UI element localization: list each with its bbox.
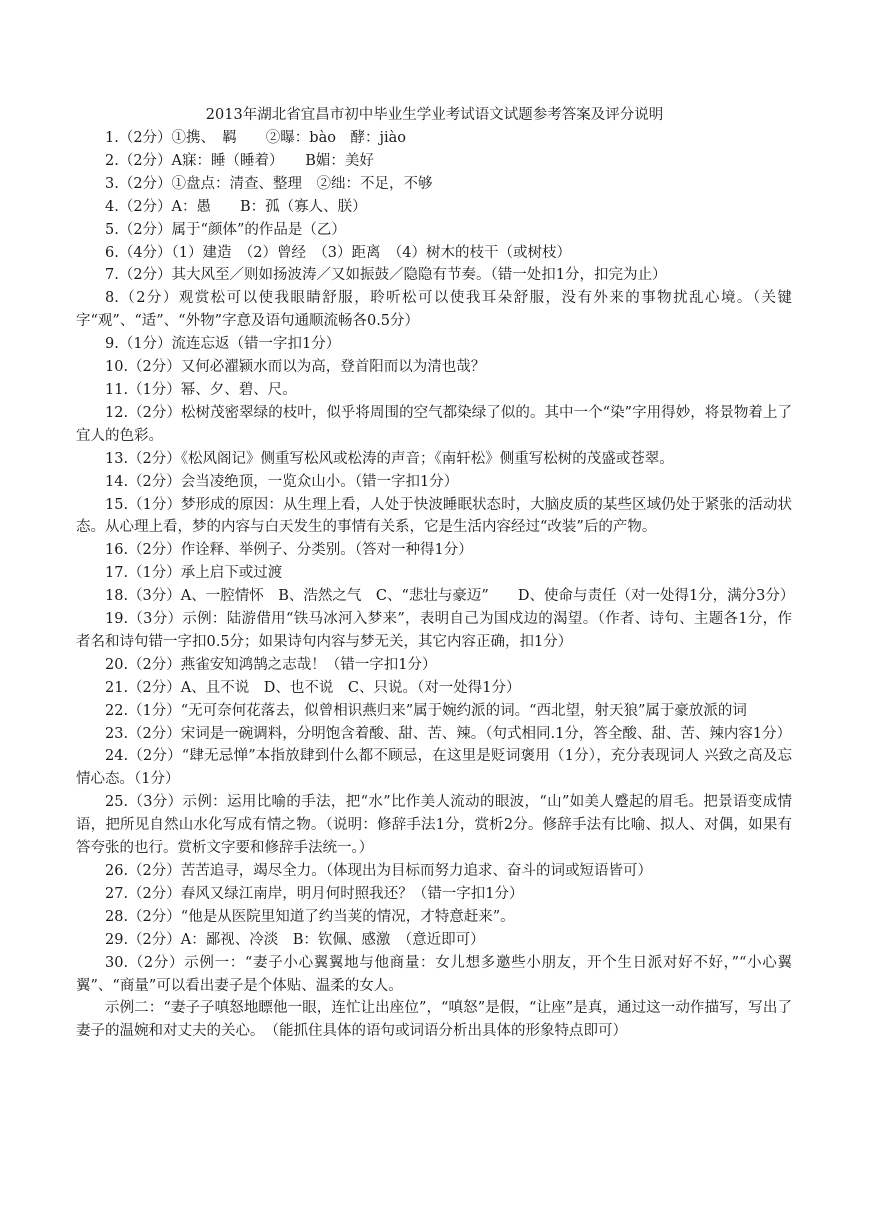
answer-24: 24.（2分）“肆无忌惮”本指放肆到什么都不顾忌，在这里是贬词褒用（1分），充分表现词人 兴致之高及忘情心态。（1分）	[76, 748, 792, 788]
answer-12: 12.（2分）松树茂密翠绿的枝叶，似乎将周围的空气都染绿了似的。其中一个“染”字用得妙，将景物着上了宜人的色彩。	[76, 404, 792, 444]
answer-6: 6.（4分）（1）建造 （2）曾经 （3）距离 （4）树木的枝干（或树枝）	[105, 244, 571, 261]
answer-4: 4.（2分）A：愚 B：孤（寡人、朕）	[105, 198, 367, 215]
answer-29: 29.（2分）A：鄙视、冷淡 B：钦佩、感激 （意近即可）	[105, 931, 485, 948]
answer-11: 11.（1分）幂、夕、碧、尺。	[105, 381, 297, 398]
answer-20: 20.（2分）燕雀安知鸿鹄之志哉！（错一字扣1分）	[105, 656, 437, 673]
answer-25: 25.（3分）示例：运用比喻的手法，把“水”比作美人流动的眼波，“山”如美人蹙起的眉毛。把景语变成情语，把所见自然山水化写成有情之物。（说明：修辞手法1分，赏析2分。修辞手法有比喻、拟人、对偶，如果有答夸张的也行。赏析文字要和修辞手法统一。）	[76, 794, 792, 857]
answer-23: 23.（2分）宋词是一碗调料，分明饱含着酸、甜、苦、辣。（句式相同.1分，答全酸、甜、苦、辣内容1分）	[105, 725, 792, 742]
answer-8: 8.（2分）观赏松可以使我眼睛舒服，聆听松可以使我耳朵舒服，没有外来的事物扰乱心境。（关键字“观”、“适”、“外物”字意及语句通顺流畅各0.5分）	[76, 290, 792, 330]
answer-17: 17.（1分）承上启下或过渡	[105, 565, 283, 582]
answer-2: 2.（2分）A寐：睡（睡着） B媚：美好	[105, 152, 374, 169]
answer-22: 22.（1分）“无可奈何花落去，似曾相识燕归来”属于婉约派的词。“西北望，射天狼”属于豪放派的词	[105, 702, 747, 719]
answer-1: 1.（2分）①携、 羁 ②曝：bào 酵：jiào	[105, 130, 406, 146]
document-title: 2013年湖北省宜昌市初中毕业生学业考试语文试题参考答案及评分说明	[205, 107, 664, 123]
answer-list	[76, 127, 795, 1043]
answer-13: 13.（2分）《松风阁记》侧重写松风或松涛的声音；《南轩松》侧重写松树的茂盛或苍翠。	[105, 450, 674, 467]
answer-21: 21.（2分）A、且不说 D、也不说 C、只说。（对一处得1分）	[105, 679, 521, 696]
answer-27: 27.（2分）春风又绿江南岸，明月何时照我还？（错一字扣1分）	[105, 885, 524, 902]
answer-26: 26.（2分）苦苦追寻，竭尽全力。（体现出为目标而努力追求、奋斗的词或短语皆可）	[105, 863, 653, 879]
answer-19: 19.（3分）示例：陆游借用“铁马冰河入梦来”，表明自己为国戍边的渴望。（作者、诗句、主题各1分，作者名和诗句错一字扣0.5分；如果诗句内容与梦无关，其它内容正确，扣1分）	[76, 611, 792, 650]
answer-7: 7.（2分）其大风至／则如扬波涛／又如振鼓／隐隐有节奏。（错一处扣1分，扣完为止）	[105, 267, 667, 284]
answer-30-example-2: 示例二：“妻子子嗔怒地瞟他一眼，连忙让出座位”，“嗔怒”是假，“让座”是真，通过这一动作描写，写出了妻子的温婉和对丈夫的关心。 （能抓住具体的语句或词语分析出具体的形象特点即可）	[76, 1000, 792, 1040]
answer-10: 10.（2分）又何必濯颍水而以为高，登首阳而以为清也哉？	[105, 359, 486, 376]
answer-5: 5.（2分）属于“颜体”的作品是（乙）	[105, 221, 346, 238]
answer-15: 15.（1分）梦形成的原因：从生理上看，人处于快波睡眠状态时，大脑皮质的某些区域仍处于紧张的活动状态。从心理上看，梦的内容与白天发生的事情有关系，它是生活内容经过“改装”后的产物。	[76, 496, 792, 536]
answer-3: 3.（2分）①盘点：清查、整理 ②绌：不足，不够	[105, 175, 433, 192]
answer-14: 14.（2分）会当凌绝顶，一览众山小。（错一字扣1分）	[105, 473, 459, 490]
answer-16: 16.（2分）作诠释、举例子、分类别。（答对一种得1分）	[105, 542, 473, 559]
answer-28: 28.（2分）“他是从医院里知道了约当荚的情况，才特意赶来”。	[105, 908, 515, 925]
answer-9: 9.（1分）流连忘返（错一字扣1分）	[105, 336, 341, 353]
answer-30-example-1: 30.（2分）示例一：“妻子小心翼翼地与他商量：女儿想多邀些小朋友，开个生日派对好不好，”“小心翼翼”、“商量”可以看出妻子是个体贴、温柔的女人。	[76, 954, 792, 994]
answer-18: 18.（3分）A、一腔情怀 B、浩然之气 C、“悲壮与豪迈” D、使命与责任（对一处得1分，满分3分）	[105, 588, 795, 605]
